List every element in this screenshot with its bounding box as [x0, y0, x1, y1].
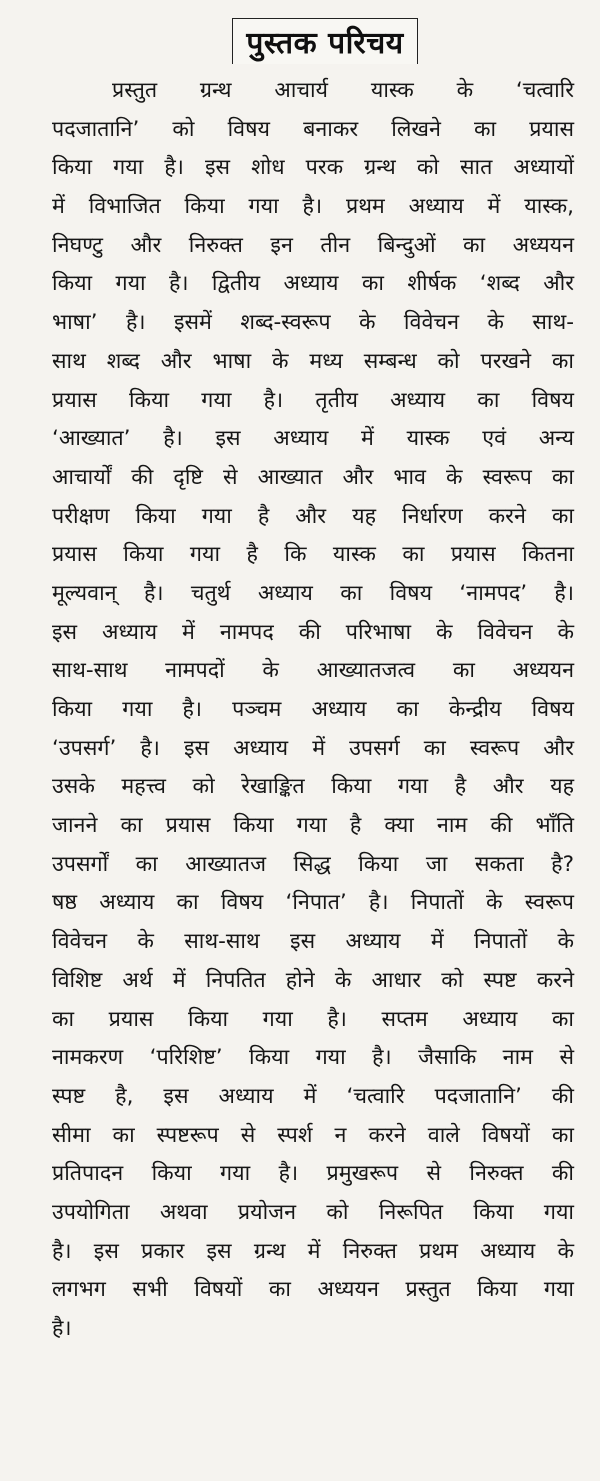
text-line: लगभग सभी विषयों का अध्ययन प्रस्तुत किया गया	[52, 1277, 574, 1303]
text-line: साथ-साथ नामपदों के आख्यातजत्व का अध्ययन	[52, 658, 574, 684]
text-line: पदजातानि’ को विषय बनाकर लिखने का प्रयास	[52, 116, 574, 142]
text-line: उपसर्गों का आख्यातज सिद्ध किया जा सकता है?	[52, 851, 574, 877]
text-line: उसके महत्त्व को रेखाङ्कित किया गया है और यह	[52, 774, 574, 800]
text-line: है।	[52, 1316, 72, 1341]
text-line: इस अध्याय में नामपद की परिभाषा के विवेचन के	[52, 619, 574, 645]
page-title: पुस्तक परिचय	[246, 26, 404, 61]
text-line: विशिष्ट अर्थ में निपतित होने के आधार को स्पष्ट करने	[52, 967, 574, 993]
text-line: निघण्टु और निरुक्त इन तीन बिन्दुओं का अध्ययन	[52, 232, 574, 258]
text-line: साथ शब्द और भाषा के मध्य सम्बन्ध को परखने का	[52, 348, 574, 374]
text-line: प्रतिपादन किया गया है। प्रमुखरूप से निरुक्त की	[52, 1161, 574, 1187]
text-line: ‘उपसर्ग’ है। इस अध्याय में उपसर्ग का स्वरूप और	[52, 735, 574, 761]
text-line: है। इस प्रकार इस ग्रन्थ में निरुक्त प्रथम अध्याय के	[52, 1238, 574, 1264]
text-line: ‘आख्यात’ है। इस अध्याय में यास्क एवं अन्य	[52, 426, 574, 452]
text-line: उपयोगिता अथवा प्रयोजन को निरूपित किया गया	[52, 1199, 574, 1225]
body-paragraph	[52, 72, 574, 1349]
text-line: का प्रयास किया गया है। सप्तम अध्याय का	[52, 1006, 574, 1032]
text-line: विवेचन के साथ-साथ इस अध्याय में निपातों के	[52, 929, 574, 955]
text-line: भाषा’ है। इसमें शब्द-स्वरूप के विवेचन के साथ-	[52, 310, 574, 336]
text-line: किया गया है। इस शोध परक ग्रन्थ को सात अध्यायों	[52, 155, 574, 181]
text-line: सीमा का स्पष्टरूप से स्पर्श न करने वाले विषयों का	[52, 1122, 574, 1148]
text-line: किया गया है। पञ्चम अध्याय का केन्द्रीय विषय	[52, 697, 574, 722]
text-line: षष्ठ अध्याय का विषय ‘निपात’ है। निपातों के स्वरूप	[52, 890, 574, 916]
text-line: जानने का प्रयास किया गया है क्या नाम की भाँति	[52, 813, 574, 839]
text-line: में विभाजित किया गया है। प्रथम अध्याय में यास्क,	[52, 194, 574, 220]
text-line: आचार्यों की दृष्टि से आख्यात और भाव के स्वरूप का	[52, 464, 574, 490]
text-line: परीक्षण किया गया है और यह निर्धारण करने का	[52, 503, 574, 529]
text-line: मूल्यवान् है। चतुर्थ अध्याय का विषय ‘नामपद’ है।	[52, 580, 574, 606]
text-line: किया गया है। द्वितीय अध्याय का शीर्षक ‘शब्द और	[52, 271, 574, 297]
title-box	[232, 18, 418, 64]
text-line: प्रयास किया गया है। तृतीय अध्याय का विषय	[52, 387, 574, 413]
text-line: नामकरण ‘परिशिष्ट’ किया गया है। जैसाकि नाम से	[52, 1045, 574, 1071]
text-line: प्रस्तुत ग्रन्थ आचार्य यास्क के ‘चत्वारि	[112, 78, 574, 103]
text-line: प्रयास किया गया है कि यास्क का प्रयास कितना	[52, 542, 574, 568]
text-line: स्पष्ट है, इस अध्याय में ‘चत्वारि पदजातानि’ की	[52, 1083, 574, 1109]
